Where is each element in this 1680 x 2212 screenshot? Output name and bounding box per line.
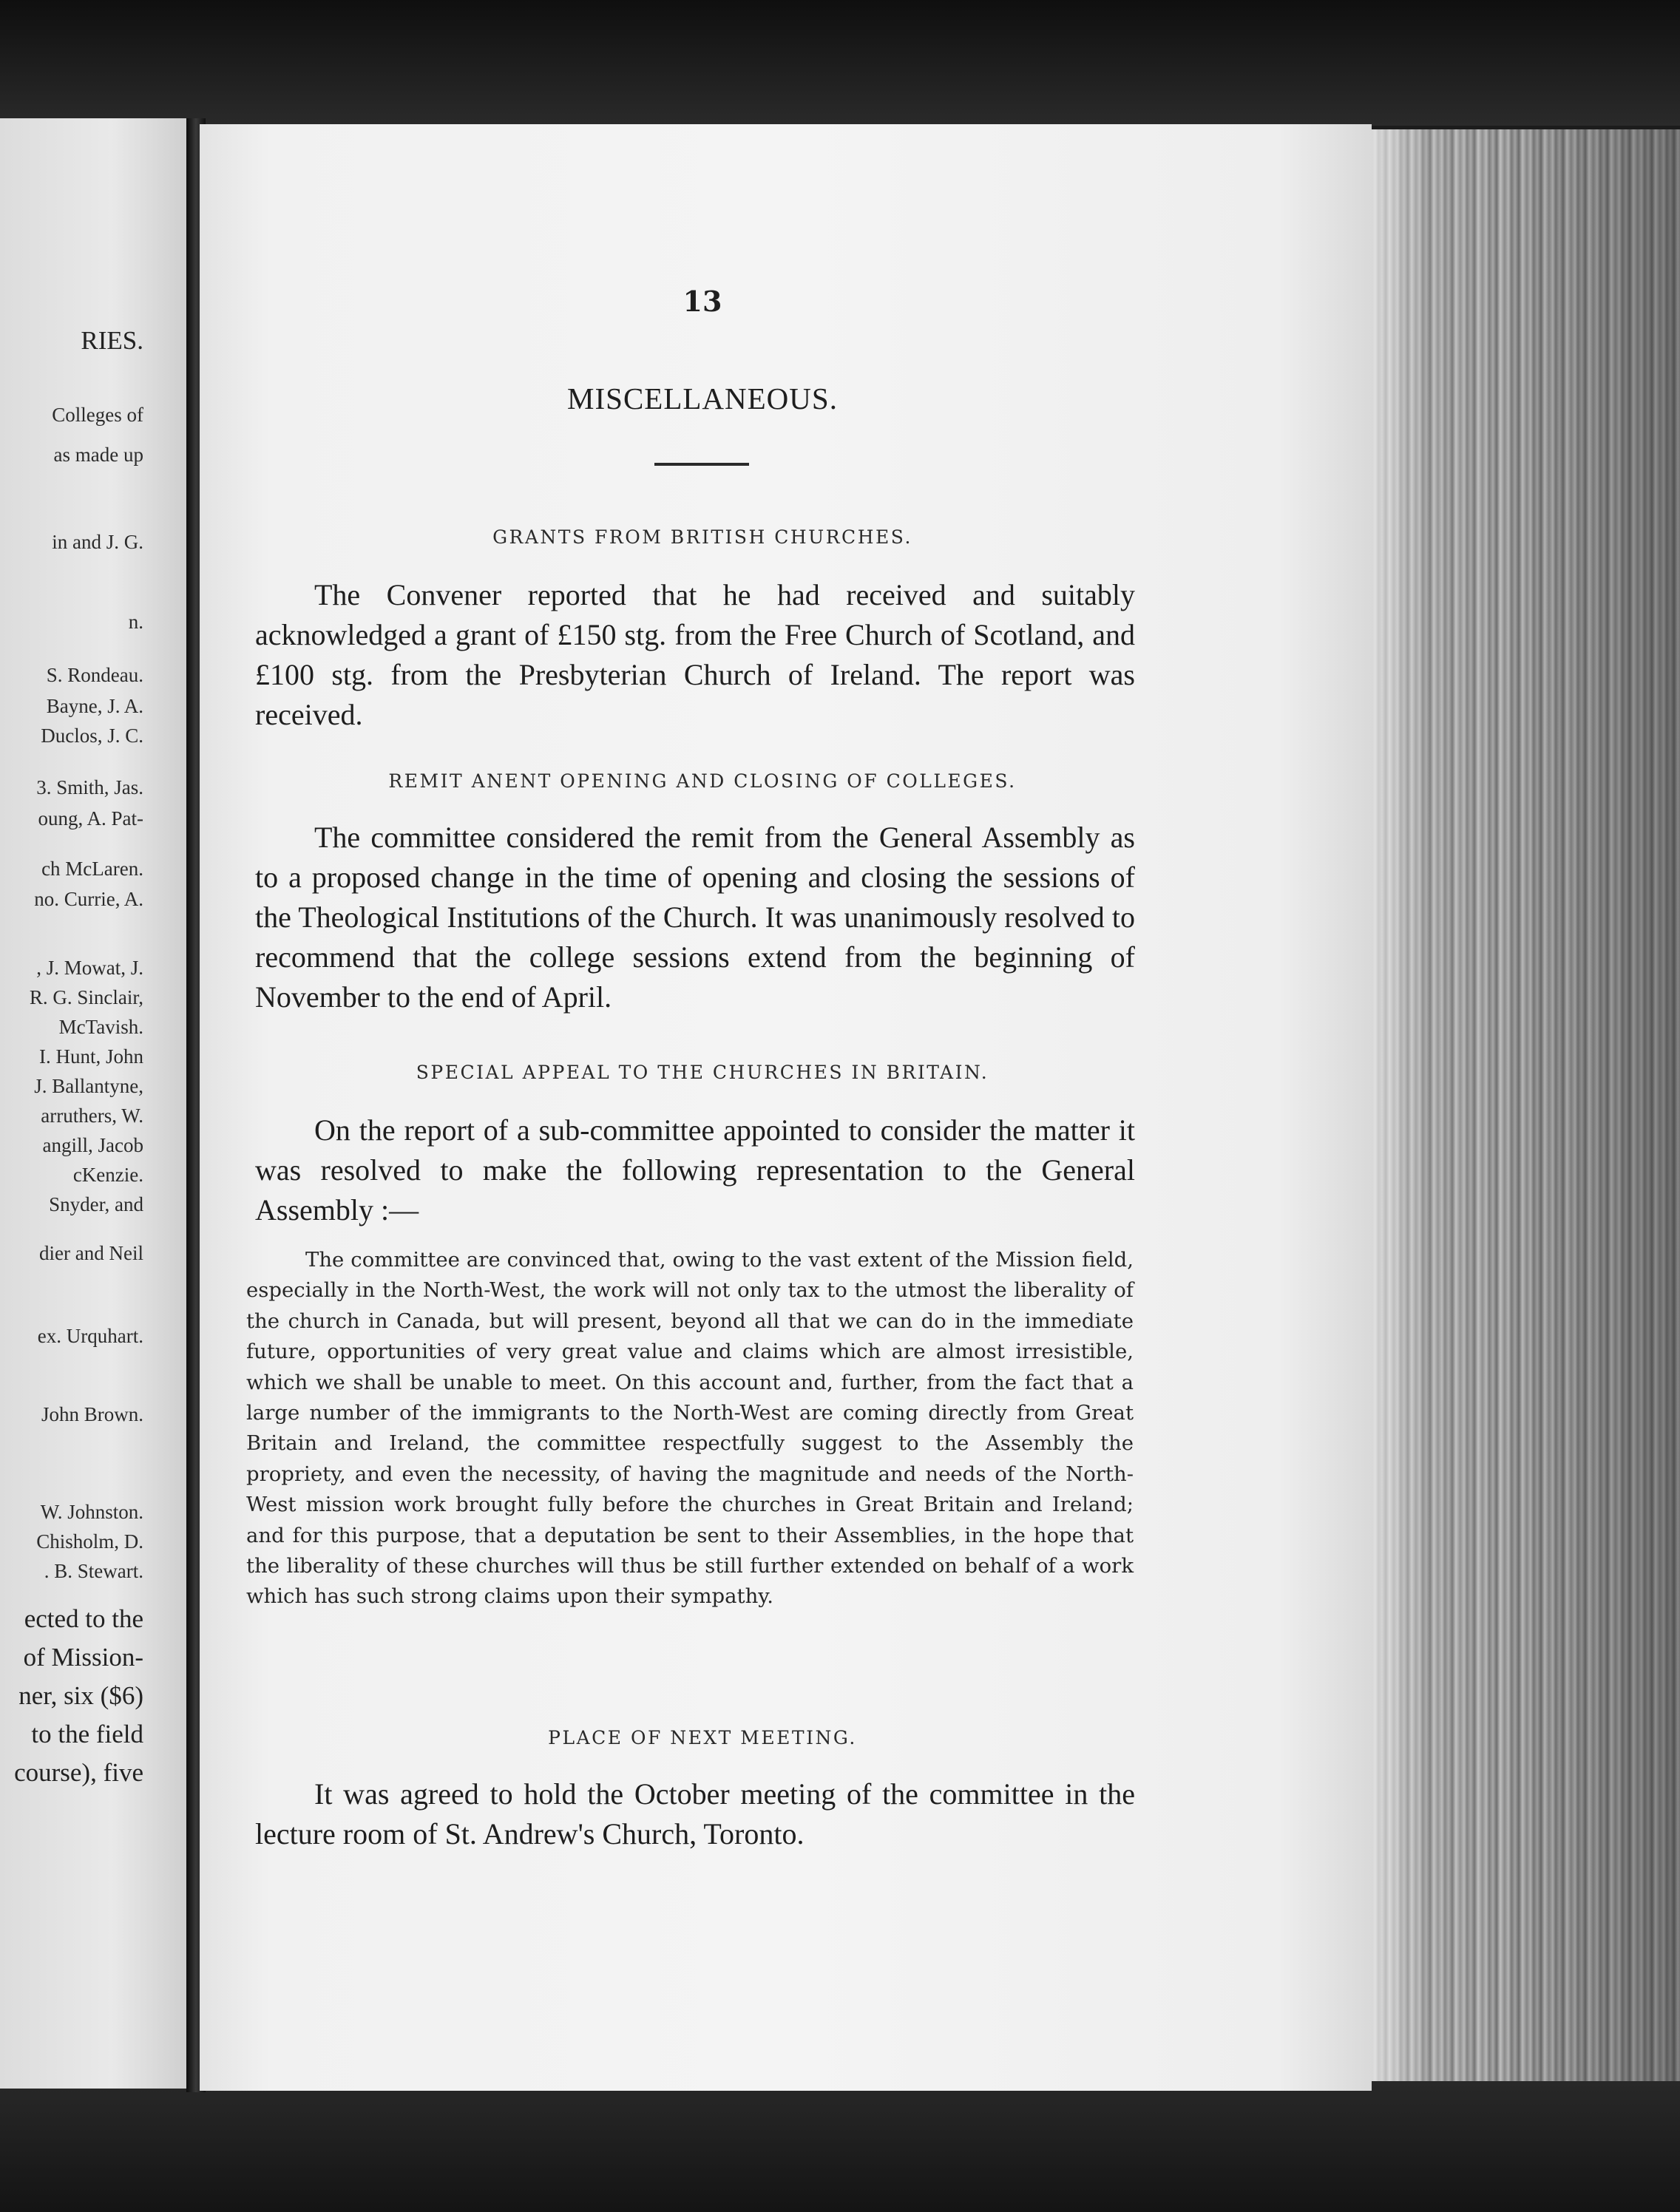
left-page-line: no. Currie, A. [34, 888, 143, 910]
page-title: MISCELLANEOUS. [567, 381, 838, 415]
left-page-line: 3. Smith, Jas. [36, 776, 143, 798]
left-page-line: S. Rondeau. [46, 664, 143, 686]
left-page-line: J. Ballantyne, [34, 1075, 143, 1097]
left-page-line: of Mission- [23, 1643, 143, 1672]
left-page-line: John Brown. [41, 1403, 143, 1425]
left-page-line: dier and Neil [39, 1242, 143, 1264]
section-heading: SPECIAL APPEAL TO THE CHURCHES IN BRITAIN. [416, 1062, 989, 1083]
left-page-line: cKenzie. [72, 1164, 143, 1186]
left-page-line: R. G. Sinclair, [29, 986, 143, 1008]
page-edges-shading [1372, 129, 1680, 2081]
left-page-line: as made up [53, 444, 143, 466]
section-heading: GRANTS FROM BRITISH CHURCHES. [492, 526, 912, 548]
quoted-representation: The committee are convinced that, owing to the vast extent of the Mission field, especially in the North-West, the work will not only tax to the utmost the liberality of the church in Canada, but will present, beyond all that we can do in the immediate future, opportunities of very great value and claims which are almost irresistible, which we shall be unable to meet. On this account and, further, from the fact that a large number of the immigrants to the North-West are coming directly from Great Britain and Ireland, the committee respectfully suggest to the Assembly the propriety, and even the necessity, of having the magnitude and needs of the North-West mission work brought fully before the churches in Great Britain and Ireland; and for this purpose, that a deputation be sent to their Assemblies, in the hope that the liberality of these churches will thus be still further extended on behalf of a work which has such strong claims upon their sympathy. [246, 1248, 1134, 1609]
page-number: 13 [682, 285, 722, 318]
left-page-line: ected to the [24, 1604, 143, 1633]
left-page-line: Bayne, J. A. [46, 695, 143, 717]
left-page [0, 118, 186, 2089]
left-page-line: Chisholm, D. [36, 1530, 143, 1553]
left-page-line: course), five [14, 1758, 143, 1787]
scan-top-shadow [0, 0, 1680, 126]
section-paragraph: The committee considered the remit from the General Assembly as to a proposed change in the time of opening and closing the sessions of the Theological Institutions of the Church. It was unanimously resolved to recommend that the college sessions extend from the beginning of November to the end of April. [255, 821, 1135, 1014]
section-paragraph: On the report of a sub-committee appointed to consider the matter it was resolved to make the following representation to the General Assembly :— [255, 1113, 1135, 1227]
left-page-line: ch McLaren. [41, 858, 143, 880]
title-rule [654, 463, 749, 466]
left-page-line: to the field [31, 1720, 143, 1748]
left-page-line: in and J. G. [52, 531, 143, 553]
left-page-line: I. Hunt, John [39, 1045, 143, 1068]
left-page-line: . B. Stewart. [44, 1560, 143, 1582]
section-heading: REMIT ANENT OPENING AND CLOSING OF COLLEGES. [388, 770, 1017, 792]
section-paragraph: The Convener reported that he had received and suitably acknowledged a grant of £150 stg. from the Free Church of Scotland, and £100 stg. from the Presbyterian Church of Ireland. The report was received. [255, 578, 1135, 731]
left-page-line: ner, six ($6) [18, 1681, 143, 1710]
left-page-line: n. [128, 611, 143, 633]
left-page-line: oung, A. Pat- [38, 807, 143, 830]
left-page-line: arruthers, W. [41, 1105, 143, 1127]
left-page-line: angill, Jacob [42, 1134, 143, 1156]
left-page-line: Colleges of [52, 404, 143, 426]
left-page-line: Duclos, J. C. [41, 725, 143, 747]
left-page-line: RIES. [81, 326, 143, 355]
left-page-line: Snyder, and [49, 1193, 143, 1215]
left-page-line: W. Johnston. [40, 1501, 143, 1523]
left-page-line: , J. Mowat, J. [36, 957, 143, 979]
left-page-line: McTavish. [58, 1016, 143, 1038]
left-page-line: ex. Urquhart. [37, 1325, 143, 1347]
scan-bottom-shadow [0, 2070, 1680, 2212]
section-paragraph: It was agreed to hold the October meeting of the committee in the lecture room of St. Andrew's Church, Toronto. [255, 1777, 1135, 1850]
section-heading: PLACE OF NEXT MEETING. [548, 1727, 857, 1748]
